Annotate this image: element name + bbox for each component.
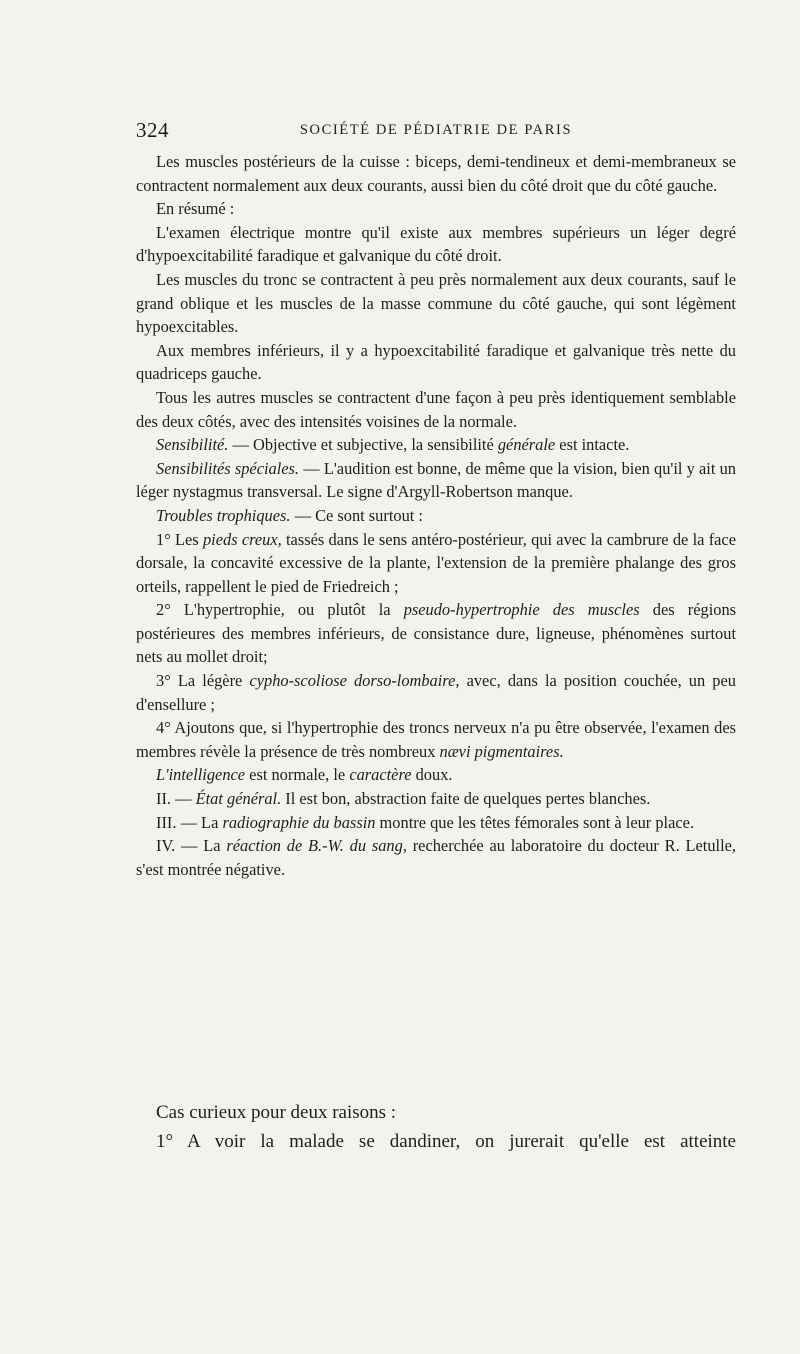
emphasis: pieds creux, [202, 529, 282, 549]
running-title: SOCIÉTÉ DE PÉDIATRIE DE PARIS [299, 122, 573, 138]
paragraph [136, 457, 736, 504]
paragraph [136, 787, 736, 811]
closing-line: 1° A voir la malade se dandiner, on jurerait qu'elle est atteinte [156, 1131, 736, 1152]
text-run: 2° L'hypertrophie, ou plutôt la [156, 600, 404, 620]
emphasis: réaction de B.-W. du sang, [226, 836, 407, 856]
text-run: Il est bon, abstraction faite de quelques pertes blanches. [281, 789, 651, 809]
paragraph [136, 528, 736, 599]
body-text [136, 150, 736, 881]
paragraph [136, 504, 736, 528]
paragraph: L'examen électrique montre qu'il existe aux membres supérieurs un léger degré d'hypoexcitabilité faradique et galvanique du côté droit. [136, 222, 736, 266]
text-run: avec, dans la position couchée, un peu d'ensellure ; [136, 671, 736, 714]
paragraph [136, 669, 736, 716]
section-label: Sensibilités spéciales. [156, 458, 300, 478]
paragraph [136, 834, 736, 881]
emphasis: cypho-scoliose dorso-lombaire, [249, 671, 460, 691]
paragraph [136, 598, 736, 669]
page-header [136, 118, 736, 142]
text-run: montre que les têtes fémorales sont à leur place. [375, 812, 695, 832]
paragraph [136, 763, 736, 787]
text-run: II. — [156, 789, 196, 809]
emphasis: radiographie du bassin [222, 812, 376, 832]
text-run: 4° Ajoutons que, si l'hypertrophie des troncs nerveux n'a pu être observée, l'examen des membres révèle la présence de très nombreux [136, 718, 736, 761]
text-run: — Ce sont surtout : [290, 505, 423, 525]
text-run: — L'audition est bonne, de même que la vision, bien qu'il y ait un léger nystagmus transversal. Le signe d'Argyll-Robertson manque. [136, 458, 736, 502]
text-run: recherchée au laboratoire du docteur R. Letulle, s'est montrée négative. [136, 836, 737, 879]
emphasis: nævi pigmentaires. [439, 741, 564, 761]
text-run: doux. [411, 765, 453, 785]
closing-text [136, 1098, 736, 1156]
paragraph: Les muscles du tronc se contractent à peu près normalement aux deux courants, sauf le grand oblique et les muscles de la masse commune du côté gauche, qui sont légèment hypoexcitables. [136, 269, 736, 337]
text-run: 3° La légère [156, 671, 250, 691]
text-run: — Objective et subjective, la sensibilité [228, 435, 498, 455]
section-label: Sensibilité. [156, 435, 229, 455]
paragraph [136, 433, 736, 457]
text-run: tassés dans le sens antéro-postérieur, qui avec la cambrure de la face dorsale, la concavité excessive de la plante, l'extension de la première phalange des gros orteils, rappellent le pied de Friedreich ; [136, 529, 736, 596]
text-run: 1° Les [156, 529, 203, 549]
emphasis: L'intelligence [156, 765, 246, 785]
text-run: III. — La [156, 812, 223, 832]
text-run: IV. — La [156, 836, 227, 856]
paragraph: En résumé : [156, 199, 235, 219]
paragraph [136, 716, 736, 763]
emphasis: État général. [195, 789, 282, 809]
emphasis: caractère [349, 765, 412, 785]
closing-line: Cas curieux pour deux raisons : [156, 1102, 397, 1123]
paragraph: Tous les autres muscles se contractent d'une façon à peu près identiquement semblable des deux côtés, avec des intensités voisines de la normale. [136, 387, 736, 431]
paragraph: Les muscles postérieurs de la cuisse : biceps, demi-tendineux et demi-membraneux se contractent normalement aux deux courants, aussi bien du côté droit que du côté gauche. [136, 152, 736, 195]
emphasis: pseudo-hypertrophie des muscles [403, 600, 640, 620]
emphasis: générale [497, 435, 556, 455]
text-run: est normale, le [245, 765, 350, 785]
section-label: Troubles trophiques. [156, 505, 291, 525]
page-number: 324 [136, 118, 169, 142]
text-run: des régions postérieures des membres inférieurs, de consistance dure, ligneuse, phénomènes surtout nets au mollet droit; [136, 600, 737, 667]
paragraph [136, 811, 736, 835]
text-run: est intacte. [555, 435, 630, 455]
paragraph: Aux membres inférieurs, il y a hypoexcitabilité faradique et galvanique très nette du quadriceps gauche. [136, 340, 736, 384]
